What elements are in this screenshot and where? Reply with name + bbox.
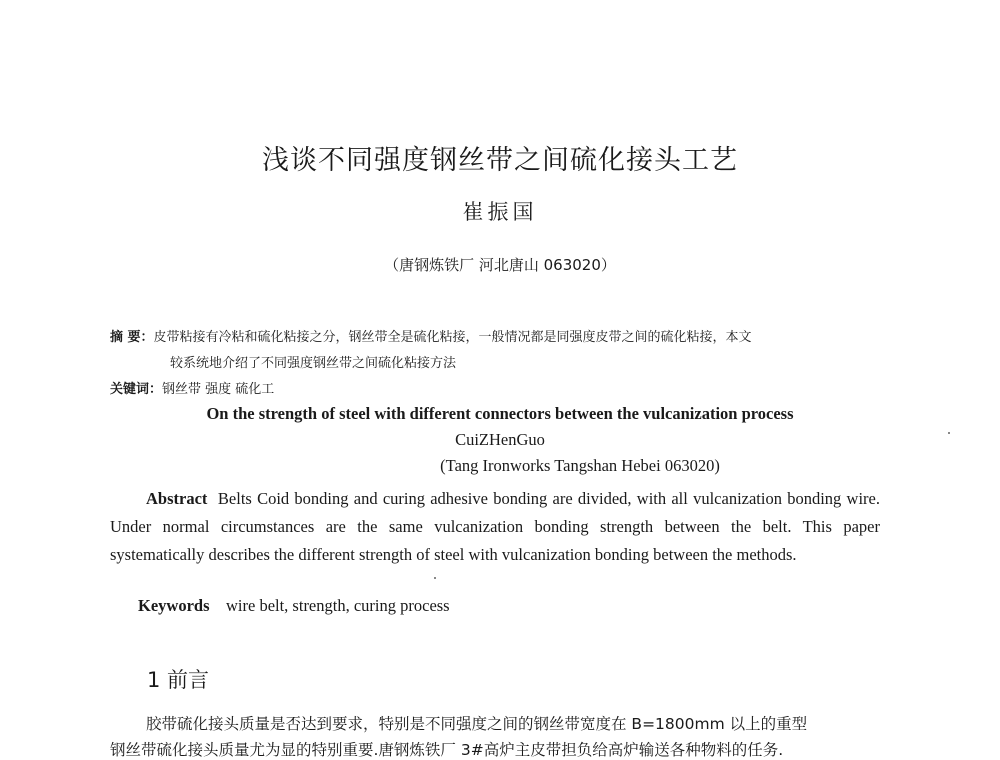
body-text-line: 胶带硫化接头质量是否达到要求，特别是不同强度之间的钢丝带宽度在 B=1800mm 以上的重型 (146, 715, 808, 733)
keywords-en-text: wire belt, strength, curing process (226, 596, 450, 615)
abstract-cn-line2: 较系统地介绍了不同强度钢丝带之间硫化粘接方法 (170, 356, 457, 371)
keywords-cn-label: 关键词： (110, 382, 163, 397)
abstract-en-label: Abstract (146, 489, 208, 508)
english-abstract (110, 485, 880, 569)
keywords-en-label: Keywords (138, 596, 210, 615)
abstract-en-text: Belts Coid bonding and curing adhesive bonding are divided, with all vulcanization bonding wire. Under normal circumstances are the same vulcanization bonding strength between the belt. This paper systematically describes the different strength of steel with vulcanization bonding between the methods. (110, 489, 881, 564)
chinese-keywords (110, 378, 274, 397)
abstract-cn-label: 摘 要： (110, 330, 154, 345)
paper-title: 浅谈不同强度钢丝带之间硫化接头工艺 (262, 145, 738, 176)
english-keywords (138, 596, 450, 616)
abstract-cn-line1: 皮带粘接有冷粘和硫化粘接之分，钢丝带全是硫化粘接，一般情况都是同强度皮带之间的硫化粘接，本文 (153, 330, 752, 345)
english-author: CuiZHenGuo (455, 430, 545, 449)
scan-speck (434, 577, 436, 579)
author-affiliation: （唐钢炼铁厂 河北唐山 063020） (384, 256, 616, 274)
keywords-cn-text: 钢丝带 强度 硫化工 (162, 382, 275, 397)
section-heading: 1 前言 (147, 668, 210, 692)
scan-speck (948, 432, 950, 434)
body-text-line: 钢丝带硫化接头质量尤为显的特别重要.唐钢炼铁厂 3#高炉主皮带担负给高炉输送各种物料的任务. (110, 741, 784, 759)
english-affiliation: (Tang Ironworks Tangshan Hebei 063020) (440, 456, 720, 475)
chinese-abstract (110, 326, 890, 345)
english-title: On the strength of steel with different connectors between the vulcanization process (206, 404, 794, 423)
author-name: 崔振国 (462, 200, 538, 224)
